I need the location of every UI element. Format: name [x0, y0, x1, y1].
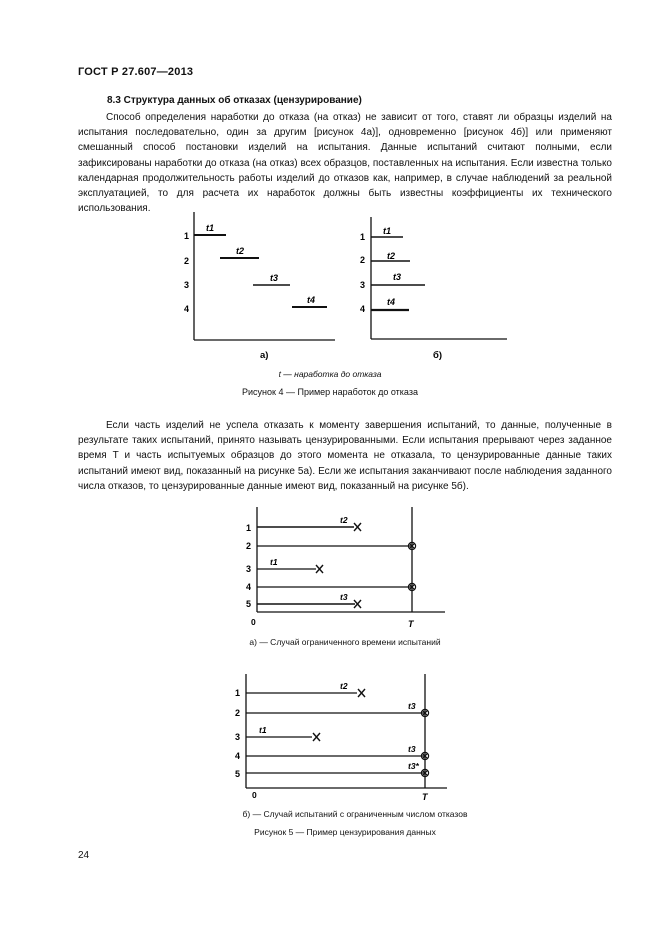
fig5b-row-4: 4	[235, 751, 241, 761]
fig5a-mark-t3: t3	[340, 592, 348, 602]
fig5b-row-5: 5	[235, 769, 241, 779]
figure-5b-caption: б) — Случай испытаний с ограниченным числом отказов	[242, 809, 468, 819]
fig4b-row-3: 3	[360, 280, 366, 290]
fig5a-origin: 0	[251, 617, 256, 627]
fig4b-row-4: 4	[360, 304, 366, 314]
fig5a-T: T	[408, 619, 414, 629]
fig5b-origin: 0	[252, 790, 257, 800]
figure-4b	[355, 217, 515, 362]
fig5b-failure-x-1	[358, 689, 365, 697]
fig4a-mark-3: t3	[270, 273, 279, 283]
fig5b-failure-x-2	[313, 733, 320, 741]
figure-5a-caption: а) — Случай ограниченного времени испытаний	[249, 637, 441, 647]
fig5a-row-5: 5	[246, 599, 252, 609]
fig4a-row-2: 2	[184, 256, 190, 266]
fig5a-mark-t2: t2	[340, 515, 348, 525]
fig5b-mark-t1: t1	[259, 725, 267, 735]
fig5b-row-3: 3	[235, 732, 241, 742]
paragraph-2: Если часть изделий не успела отказать к моменту завершения испытаний, то данные, полученные в результате таких испытаний, принято называть цензурированными. Если испытания прерывают через заданное время T и часть испытуемых образцов до этого момента не отказала, то цензурированные данные таких испытаний имеют вид, показанный на рисунке 5а). Если же испытания заканчивают после наблюдения заданного числа отказов, то цензурированные данные имеют вид, показанный на рисунке 5б).	[78, 420, 612, 492]
fig4a-row-3: 3	[184, 280, 190, 290]
figure-4a	[180, 212, 340, 362]
fig5a-row-4: 4	[246, 582, 252, 592]
fig5a-failure-x-3	[354, 600, 361, 608]
fig4a-mark-4: t4	[307, 295, 316, 305]
fig4a-label: а)	[260, 350, 269, 361]
fig5a-failure-x-2	[316, 565, 323, 573]
fig4a-row-1: 1	[184, 231, 190, 241]
paragraph-1: Способ определения наработки до отказа (на отказ) не зависит от того, ставят ли образцы изделий на испытания последовательно, один за другим [рисунок 4а)], одновременно [рисунок 4б)] или применяют смешанный способ постановки изделий на испытания. Данные испытаний считают полными, если зафиксированы наработки до отказа (на отказ) всех образцов, поставленных на испытания. Если известна только календарная продолжительность работы изделий до отказов как, например, в случае наблюдений за реальной эксплуатацией, то для расчета их наработок должны быть известны коэффициенты их технического использования.	[78, 112, 612, 215]
fig4b-mark-4: t4	[387, 297, 396, 307]
document-header: ГОСТ Р 27.607—2013	[78, 66, 194, 78]
fig4a-mark-2: t2	[236, 246, 245, 256]
fig5a-row-3: 3	[246, 564, 252, 574]
figure-5-caption: Рисунок 5 — Пример цензурирования данных	[254, 827, 436, 837]
figure-4-legend: t — наработка до отказа	[278, 369, 382, 379]
page-number: 24	[78, 850, 90, 861]
fig4b-label: б)	[433, 350, 443, 361]
fig4a-mark-1: t1	[206, 223, 215, 233]
fig5b-row-1: 1	[235, 688, 241, 698]
fig5b-row-2: 2	[235, 708, 241, 718]
fig5b-mark-t2: t2	[340, 681, 348, 691]
fig5b-T: T	[422, 792, 428, 802]
fig4a-row-4: 4	[184, 304, 190, 314]
figure-4-caption: Рисунок 4 — Пример наработок до отказа	[242, 387, 418, 397]
section-title: 8.3 Структура данных об отказах (цензурирование)	[107, 95, 362, 106]
figure-5b	[229, 674, 459, 804]
fig5b-mark-t3-star: t3*	[408, 761, 419, 771]
fig5a-mark-t1: t1	[270, 557, 278, 567]
fig5a-failure-x-1	[354, 523, 361, 531]
fig5a-row-1: 1	[246, 523, 252, 533]
figure-5a	[240, 507, 460, 632]
fig4b-row-2: 2	[360, 255, 366, 265]
fig4b-row-1: 1	[360, 232, 366, 242]
fig5a-row-2: 2	[246, 541, 252, 551]
fig5b-mark-t3-a: t3	[408, 701, 416, 711]
fig4b-mark-1: t1	[383, 226, 392, 236]
fig4b-mark-2: t2	[387, 251, 396, 261]
fig5b-mark-t3-b: t3	[408, 744, 416, 754]
fig4b-mark-3: t3	[393, 272, 402, 282]
